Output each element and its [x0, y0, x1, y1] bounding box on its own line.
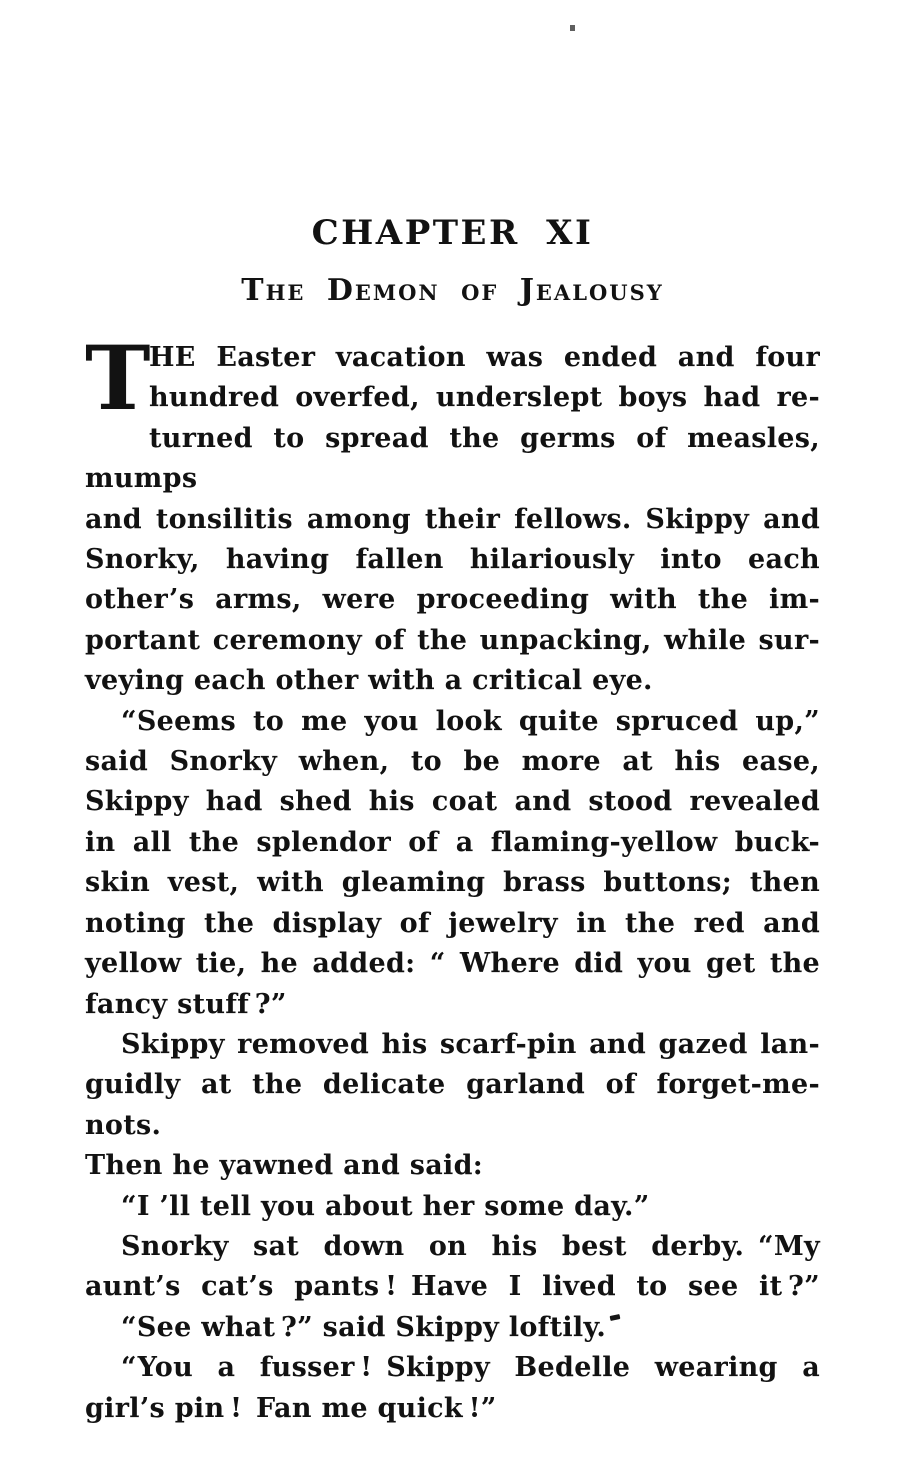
text-line: fancy stuff ?” — [85, 988, 287, 1020]
paragraph — [85, 1187, 820, 1227]
text-line: Skippy removed his scarf-pin and gazed lan- — [121, 1028, 820, 1060]
ink-speck-icon — [610, 1314, 621, 1321]
text-line: girl’s pin ! Fan me quick !” — [85, 1392, 497, 1424]
text-line — [85, 1308, 820, 1348]
text-line: said Snorky when, to be more at his ease, — [85, 746, 820, 778]
text-line: yellow tie, he added: “ Where did you get the — [85, 948, 820, 980]
text-line: Snorky sat down on his best derby. “My — [121, 1230, 820, 1262]
text-line: “You a fusser ! Skippy Bedelle wearing a — [121, 1352, 820, 1384]
text-line: Skippy had shed his coat and stood revealed — [85, 786, 820, 818]
text-line: Snorky, having fallen hilariously into each — [85, 544, 820, 576]
text-line: in all the splendor of a flaming-yellow buck- — [85, 826, 820, 858]
paragraph — [85, 1348, 820, 1429]
text-line: and tonsilitis among their fellows. Skippy and — [85, 503, 820, 535]
text-line: veying each other with a critical eye. — [85, 665, 653, 697]
text-line: portant ceremony of the unpacking, while sur- — [85, 624, 820, 656]
text-line: hundred overfed, underslept boys had re- — [149, 382, 820, 414]
text-line: noting the display of jewelry in the red and — [85, 907, 820, 939]
paragraph — [85, 702, 820, 1025]
text-line: other’s arms, were proceeding with the im- — [85, 584, 820, 616]
paragraph — [85, 1025, 820, 1187]
ink-speck-icon — [570, 25, 575, 31]
body-text — [85, 326, 820, 1429]
text-line: “I ’ll tell you about her some day.” — [121, 1190, 650, 1222]
chapter-heading: CHAPTER XI — [311, 213, 594, 253]
text-line: turned to spread the germs of measles, mumps — [85, 422, 820, 495]
paragraph — [85, 1227, 820, 1308]
text-line: HE Easter vacation was ended and four — [149, 342, 820, 373]
text-line: aunt’s cat’s pants ! Have I lived to see it ?” — [85, 1271, 820, 1303]
text-line-content: “See what ?” said Skippy loftily. — [121, 1311, 607, 1343]
paragraph — [85, 326, 820, 702]
text-line: “Seems to me you look quite spruced up,” — [121, 705, 820, 737]
text-line: skin vest, with gleaming brass buttons; then — [85, 867, 820, 899]
text-line: Then he yawned and said: — [85, 1150, 484, 1182]
chapter-subtitle: The Demon of Jealousy — [241, 273, 664, 308]
paragraph — [85, 1308, 820, 1348]
drop-cap: T — [85, 326, 151, 430]
text-line: guidly at the delicate garland of forget-me-nots. — [85, 1069, 820, 1141]
